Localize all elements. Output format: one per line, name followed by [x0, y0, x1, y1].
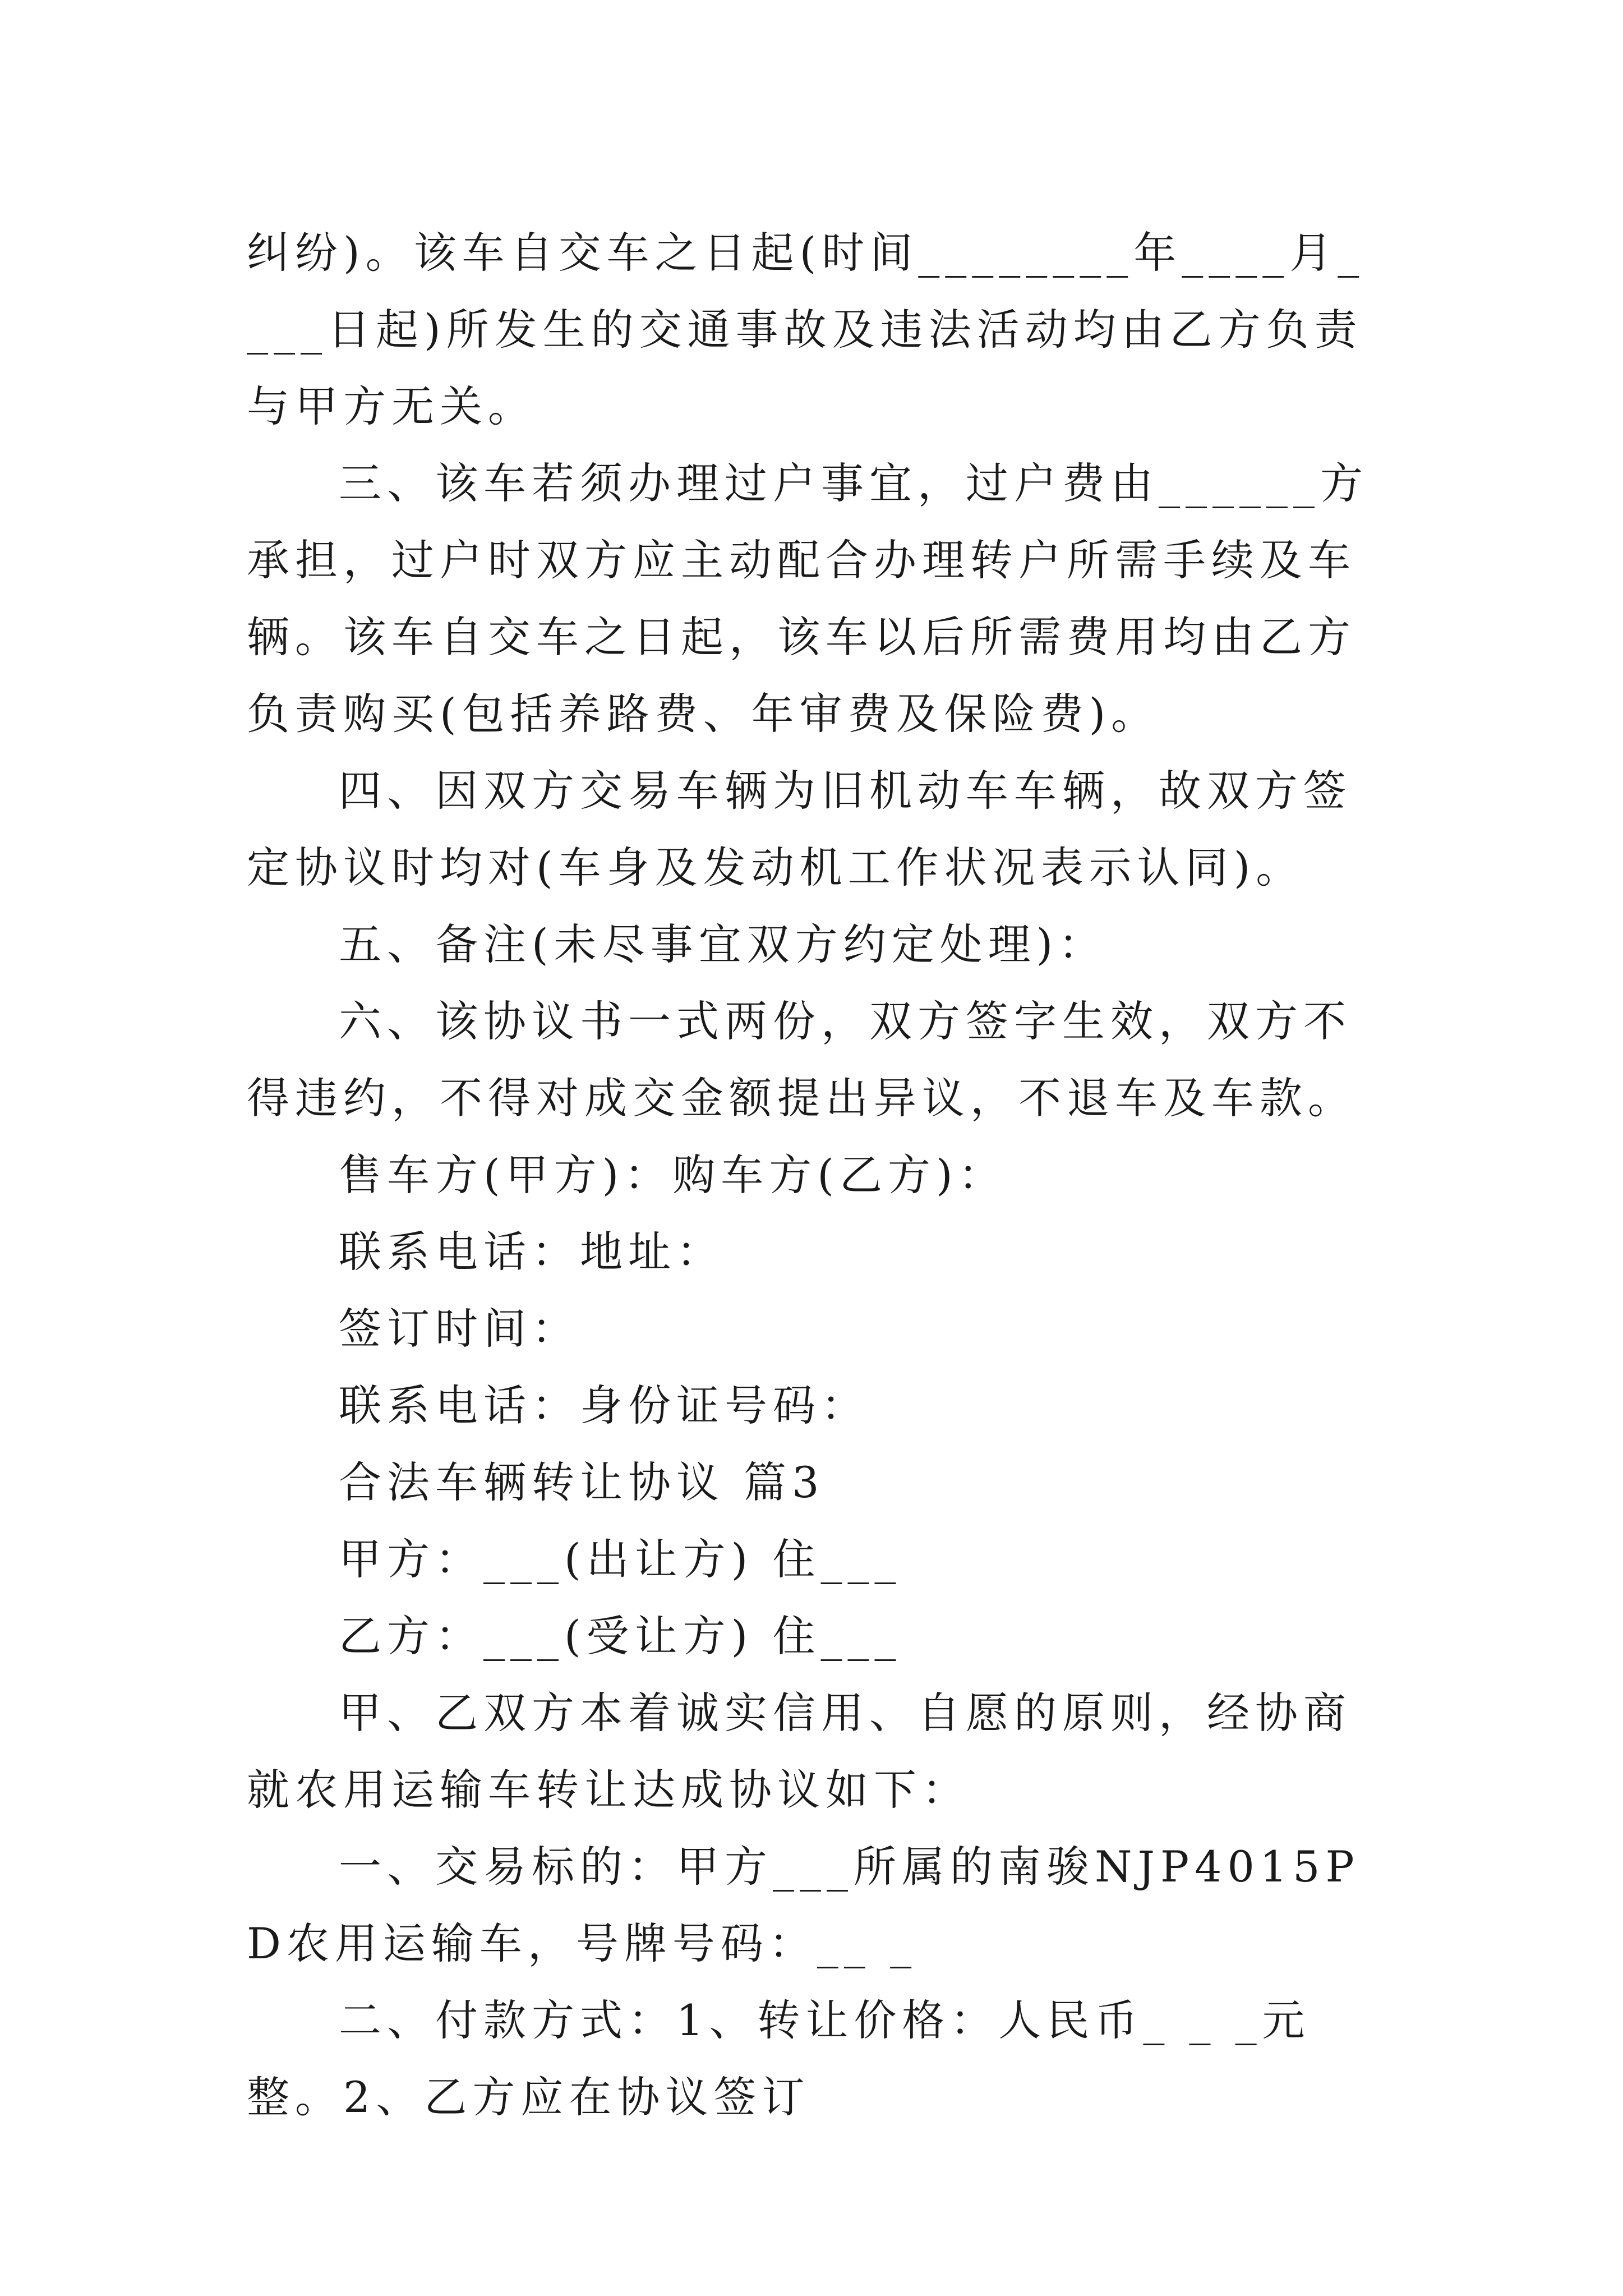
section-heading: 合法车辆转让协议 篇3	[339, 1457, 825, 1507]
clause-transaction-subject: 一、交易标的：甲方___所属的南骏NJP4015PD农用运输车，号牌号码：__ _	[247, 1842, 1360, 1968]
paragraph-clause-4: 四、因双方交易车辆为旧机动车车辆，故双方签定协议时均对(车身及发动机工作状况表示认同)。	[247, 766, 1352, 892]
contact-id-line: 联系电话：身份证号码：	[339, 1381, 869, 1430]
party-a-line: 甲方：___(出让方) 住___	[339, 1534, 902, 1584]
contact-address-line: 联系电话：地址：	[339, 1227, 725, 1277]
agreement-intro: 甲、乙双方本着诚实信用、自愿的原则，经协商就农用运输车转让达成协议如下：	[247, 1688, 1352, 1815]
signing-date-line: 签订时间：	[339, 1304, 580, 1354]
party-b-line: 乙方：___(受让方) 住___	[339, 1611, 902, 1661]
paragraph-clause-3: 三、该车若须办理过户事宜，过户费由______方承担，过户时双方应主动配合办理转户所需手续及车辆。该车自交车之日起，该车以后所需费用均由乙方负责购买(包括养路费、年审费及保险费)。	[247, 458, 1368, 739]
signature-parties-line: 售车方(甲方)：购车方(乙方)：	[339, 1150, 1007, 1200]
document-body	[247, 214, 1391, 2136]
clause-payment-method: 二、付款方式：1、转让价格：人民币_ _ _元整。2、乙方应在协议签订	[247, 1995, 1311, 2122]
paragraph-1: 纠纷)。该车自交车之日起(时间________年____月____日起)所发生的交通事故及违法活动均由乙方负责与甲方无关。	[247, 228, 1365, 431]
paragraph-clause-5: 五、备注(未尽事宜双方约定处理)：	[339, 919, 1107, 969]
paragraph-clause-6: 六、该协议书一式两份，双方签字生效，双方不得违约，不得对成交金额提出异议，不退车及车款。	[247, 996, 1356, 1123]
